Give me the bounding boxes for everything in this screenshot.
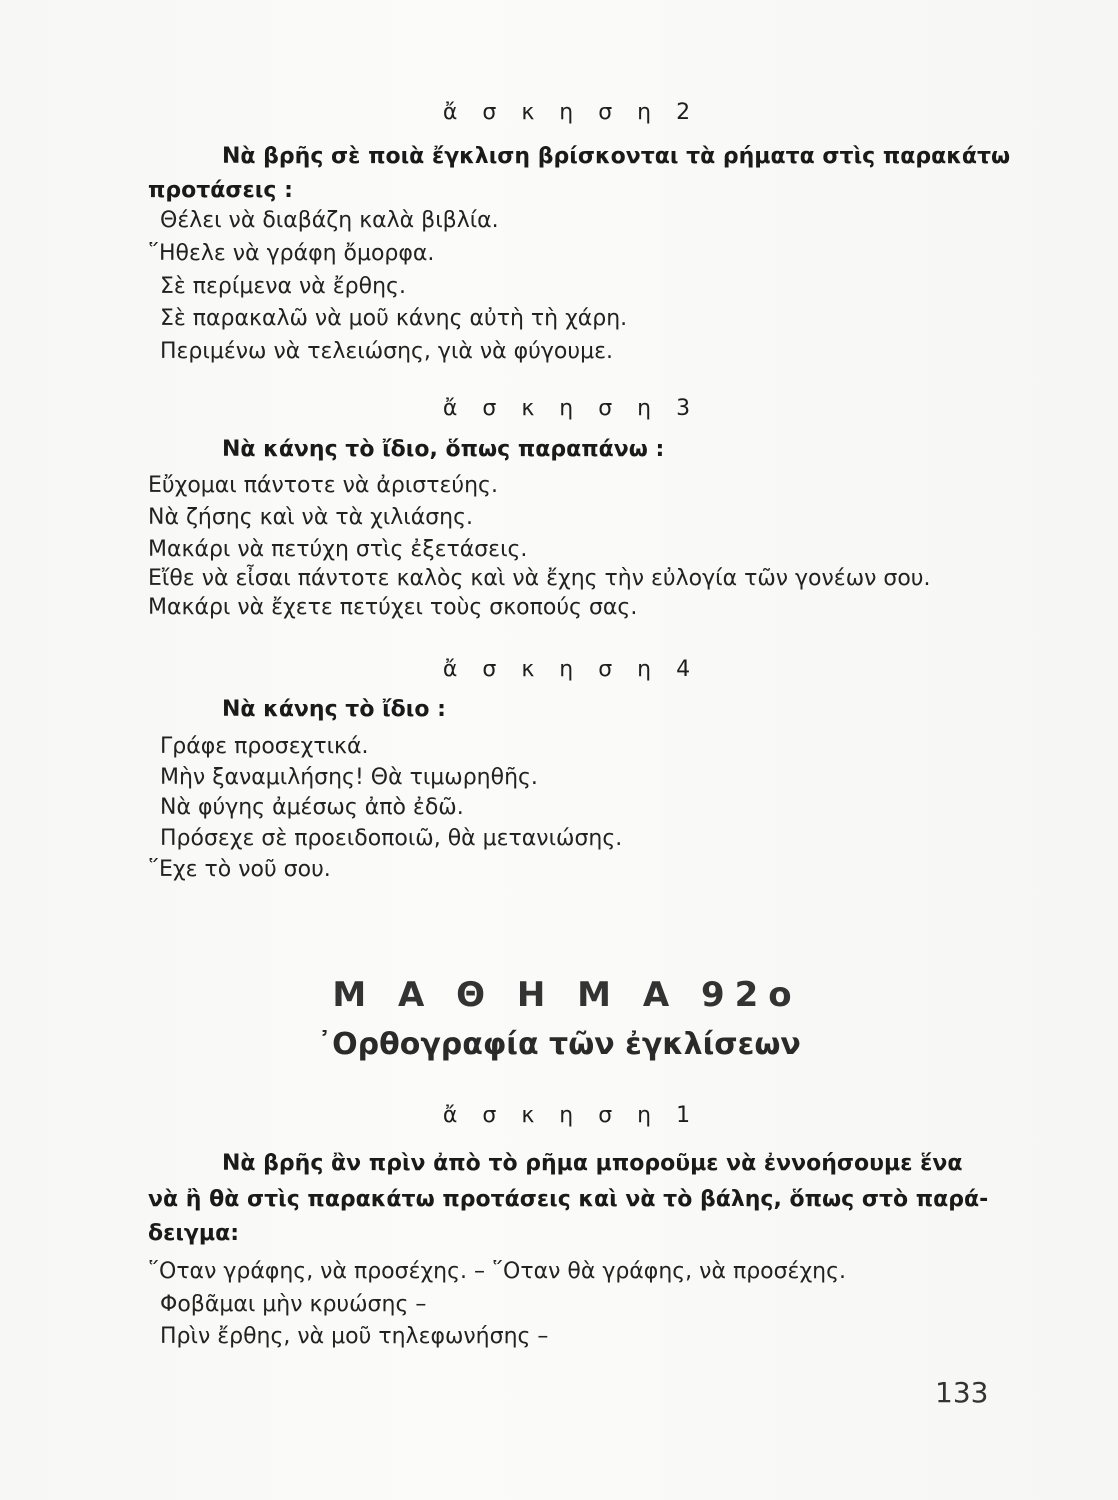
exercise-2-line: Θέλει νὰ διαβάζη καλὰ βιβλία.	[160, 208, 499, 233]
exercise-3-line: Νὰ ζήσης καὶ νὰ τὰ χιλιάσης.	[148, 505, 473, 530]
exercise-2-line: Σὲ περίμενα νὰ ἔρθης.	[160, 274, 406, 299]
exercise-4-title: ἄ σ κ η σ η 4	[442, 657, 700, 682]
exercise-3-instruction: Νὰ κάνης τὸ ἴδιο, ὅπως παραπάνω :	[222, 437, 665, 462]
exercise-4-line: ῞Εχε τὸ νοῦ σου.	[148, 857, 331, 882]
lesson-subtitle: ᾿Ορθογραφία τῶν ἐγκλίσεων	[317, 1027, 801, 1062]
exercise-1-line: ῞Οταν γράφης, νὰ προσέχης. – ῞Οταν θὰ γράφης, νὰ προσέχης.	[148, 1259, 847, 1284]
exercise-2-line: Σὲ παρακαλῶ νὰ μοῦ κάνης αὐτὴ τὴ χάρη.	[160, 306, 628, 331]
exercise-1-instruction: Νὰ βρῆς ἂν πρὶν ἀπὸ τὸ ρῆμα μποροῦμε νὰ ἐννοήσουμε ἕνα	[222, 1151, 963, 1176]
exercise-1-line: Πρὶν ἔρθης, νὰ μοῦ τηλεφωνήσης –	[160, 1324, 549, 1349]
exercise-2-title: ἄ σ κ η σ η 2	[442, 100, 700, 125]
page-number: 133	[935, 1376, 989, 1409]
exercise-3-line: Μακάρι νὰ πετύχη στὶς ἐξετάσεις.	[148, 537, 528, 562]
exercise-4-line: Πρόσεχε σὲ προειδοποιῶ, θὰ μετανιώσης.	[160, 826, 623, 851]
exercise-1-title: ἄ σ κ η σ η 1	[442, 1103, 700, 1128]
lesson-title: Μ Α Θ Η Μ Α 92ο	[332, 975, 802, 1015]
exercise-1-line: Φοβᾶμαι μὴν κρυώσης –	[160, 1292, 427, 1317]
exercise-4-line: Μὴν ξαναμιλήσης! Θὰ τιμωρηθῆς.	[160, 765, 538, 790]
exercise-1-instruction-cont: νὰ ἢ θὰ στὶς παρακάτω προτάσεις καὶ νὰ τὸ βάλης, ὅπως στὸ παρά-	[148, 1187, 989, 1212]
exercise-2-line: ῞Ηθελε νὰ γράφη ὄμορφα.	[148, 241, 435, 266]
exercise-2-instruction: Νὰ βρῆς σὲ ποιὰ ἔγκλιση βρίσκονται τὰ ρήματα στὶς παρακάτω	[222, 144, 1011, 169]
exercise-3-line: Εἴθε νὰ εἶσαι πάντοτε καλὸς καὶ νὰ ἔχης τὴν εὐλογία τῶν γονέων σου.	[148, 566, 931, 591]
exercise-1-instruction-cont: δειγμα:	[148, 1221, 240, 1246]
exercise-3-line: Εὔχομαι πάντοτε νὰ ἀριστεύης.	[148, 473, 498, 498]
exercise-4-line: Γράφε προσεχτικά.	[160, 734, 369, 759]
exercise-4-instruction: Νὰ κάνης τὸ ἴδιο :	[222, 697, 446, 722]
exercise-2-line: Περιμένω νὰ τελειώσης, γιὰ νὰ φύγουμε.	[160, 339, 613, 364]
exercise-3-line: Μακάρι νὰ ἔχετε πετύχει τοὺς σκοπούς σας.	[148, 595, 638, 620]
exercise-4-line: Νὰ φύγης ἀμέσως ἀπὸ ἐδῶ.	[160, 795, 464, 820]
exercise-2-instruction-cont: προτάσεις :	[148, 178, 293, 203]
exercise-3-title: ἄ σ κ η σ η 3	[442, 396, 700, 421]
